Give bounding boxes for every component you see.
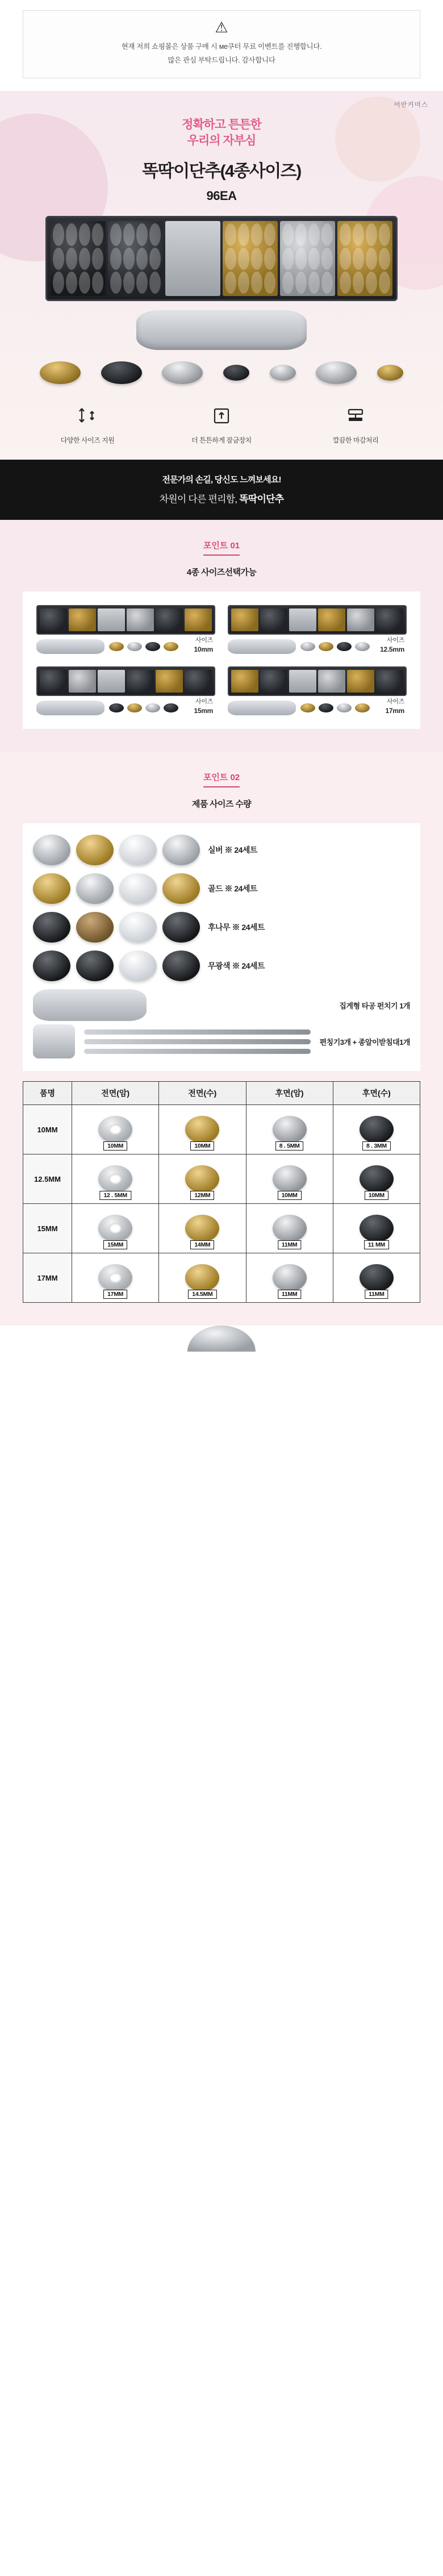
size-arrows-icon: [45, 403, 130, 428]
spec-qty-2: 24세트: [234, 884, 257, 894]
measure-label: 10MM: [278, 1191, 302, 1200]
cap-matte-socket: [162, 951, 200, 981]
tool-row-punches: [33, 1024, 410, 1058]
spec-name-2: 골드: [208, 884, 223, 894]
cap-ring: [119, 912, 157, 943]
th-2: 전면(수): [159, 1082, 246, 1105]
spec-row-text-4: [208, 960, 265, 972]
size-caption-1: [194, 636, 214, 654]
hero-subtitle-line2: 우리의 자부심: [187, 134, 256, 147]
size-variant-2: [222, 599, 412, 660]
measure-label: 8 . 3MM: [362, 1141, 391, 1151]
cell: [246, 1253, 333, 1303]
spec-row-text-3: [208, 922, 265, 933]
spec-row: [33, 951, 410, 981]
size-variant-1: [31, 599, 221, 660]
cap-silver: [33, 835, 70, 865]
cap-matte: [76, 951, 114, 981]
spec-mark-1: ※: [224, 845, 232, 855]
size-caption-value-1: 10mm: [194, 645, 213, 653]
cell: [333, 1204, 420, 1253]
snap-small-dark: [223, 365, 249, 381]
cell: [72, 1204, 159, 1253]
cell: [159, 1253, 246, 1303]
measure-label: 12 . 5MM: [99, 1191, 131, 1200]
tool-caption-1: 집게형 타공 펀치기 1개: [339, 1001, 410, 1010]
size-caption-2: [380, 636, 404, 654]
cap-gold: [76, 835, 114, 865]
spec-row: [33, 835, 410, 865]
feature-label-3: 깔끔한 마감처리: [332, 436, 379, 445]
notice-section: [0, 0, 443, 91]
anvil-base-image: [33, 1024, 75, 1058]
plier-thumb: [36, 639, 105, 654]
size-caption-value-4: 17mm: [385, 707, 404, 715]
press-tool-icon: [313, 403, 398, 428]
measure-label: 8 . 5MM: [275, 1141, 304, 1151]
size-caption-label-1: 사이즈: [195, 637, 213, 644]
snap-small-silver: [270, 365, 296, 381]
table-row: [23, 1154, 420, 1204]
measure-label: 10MM: [190, 1141, 214, 1151]
kit-compartment: [108, 221, 163, 296]
cap-silver: [76, 873, 114, 904]
th-4: 후면(수): [333, 1082, 420, 1105]
feature-row: [0, 403, 443, 445]
warning-triangle-icon: ⚠: [215, 19, 228, 36]
measure-label: 17MM: [103, 1290, 127, 1299]
hero-section: [0, 91, 443, 460]
cell: [246, 1154, 333, 1204]
hero-subtitle-line1: 정확하고 튼튼한: [182, 118, 261, 131]
measure-label: 11MM: [278, 1290, 301, 1299]
size-caption-label-2: 사이즈: [387, 637, 404, 644]
measure-label: 11MM: [278, 1240, 301, 1249]
cap-gold: [33, 873, 70, 904]
snap-gold: [40, 361, 81, 384]
feature-label-1: 다양한 사이즈 지원: [60, 436, 115, 445]
spec-name-1: 실버: [208, 845, 223, 855]
cap-dark-socket: [162, 912, 200, 943]
point-01-tag: 포인트 01: [203, 539, 240, 556]
size-caption-value-2: 12.5mm: [380, 645, 404, 653]
cap-gold-socket: [162, 873, 200, 904]
cap-bronze: [76, 912, 114, 943]
part-preview-group: [33, 835, 200, 865]
product-kit-image: [45, 216, 398, 301]
notice-box: [23, 10, 420, 78]
size-caption-3: [194, 698, 214, 715]
page-title: 똑딱이단추(4종사이즈): [142, 162, 301, 181]
kit-thumb: [36, 605, 215, 635]
spec-qty-3: 24세트: [241, 923, 265, 932]
notice-line-1: 현재 저희 쇼핑몰은 상품 구매 시 ме쿠터 무료 이벤트를 진행합니다.: [121, 43, 322, 51]
cell: [72, 1154, 159, 1204]
snap-silver: [316, 361, 357, 384]
plier-thumb: [228, 639, 296, 654]
spec-mark-3: ※: [232, 923, 240, 932]
part-preview-group: [33, 912, 200, 943]
tool-caption-2: 편칭기3개 + 종알이받침대1개: [319, 1037, 410, 1047]
spec-row: [33, 912, 410, 943]
row-label-125mm: 12.5MM: [23, 1154, 72, 1204]
cell: [333, 1105, 420, 1154]
highlight-band: [0, 460, 443, 520]
spec-qty-4: 24세트: [241, 961, 265, 971]
cap-socket: [162, 835, 200, 865]
measure-label: 10MM: [103, 1141, 127, 1151]
cell: [159, 1154, 246, 1204]
cell: [159, 1204, 246, 1253]
hero-subtitle: [0, 117, 443, 149]
kit-compartment: [223, 221, 278, 296]
measure-label: 14.5MM: [188, 1290, 216, 1299]
measure-label: 10MM: [365, 1191, 388, 1200]
kit-thumb: [228, 666, 407, 696]
spec-mark-2: ※: [224, 884, 232, 894]
snap-silver: [162, 361, 203, 384]
part-preview-group: [33, 951, 200, 981]
plier-thumb: [36, 701, 105, 715]
band-line-2-bold: 똑딱이단추: [239, 494, 284, 505]
plier-tool-image: [136, 310, 307, 350]
size-variant-grid: [23, 591, 420, 729]
kit-compartment-tools: [165, 221, 220, 296]
table-row: [23, 1253, 420, 1303]
point-01-title: 4종 사이즈선택가능: [186, 568, 257, 578]
row-label-15mm: 15MM: [23, 1204, 72, 1253]
cell: [246, 1105, 333, 1154]
spec-row-text-1: [208, 844, 257, 856]
cap-matte: [33, 951, 70, 981]
brand-name: 어반커머스: [394, 101, 428, 109]
measure-label: 11 MM: [364, 1240, 389, 1249]
cell: [246, 1204, 333, 1253]
measure-label: 14MM: [190, 1240, 214, 1249]
plier-image: [33, 989, 147, 1021]
cell: [333, 1154, 420, 1204]
kit-compartment: [51, 221, 106, 296]
spec-name-4: 무광색: [208, 961, 231, 971]
page-footer-spacer: [0, 1325, 443, 1360]
tool-row-plier: [33, 989, 410, 1021]
point-02-section: [0, 752, 443, 1325]
point-01-section: [0, 520, 443, 752]
band-line-1: 전문가의 손길, 당신도 느껴보세요!: [162, 475, 281, 485]
snap-button-row: [40, 361, 403, 384]
feature-label-2: 더 튼튼하게 잠금장치: [191, 436, 252, 445]
th-0: 품명: [23, 1082, 72, 1105]
measure-label: 12MM: [190, 1191, 214, 1200]
notice-line-2: 많은 관심 부탁드립니다. 감사합니다: [168, 56, 275, 64]
snap-preview-partial: [187, 1325, 256, 1352]
cell: [333, 1253, 420, 1303]
band-line-2-plain: 차원이 다른 편리함,: [159, 494, 240, 505]
row-label-17mm: 17MM: [23, 1253, 72, 1303]
table-header-row: [23, 1082, 420, 1105]
measure-label: 11MM: [365, 1290, 388, 1299]
table-row: [23, 1204, 420, 1253]
feature-item-3: [313, 403, 398, 445]
size-caption-label-4: 사이즈: [387, 698, 404, 706]
snap-small-gold: [377, 365, 403, 381]
cell: [72, 1253, 159, 1303]
hero-quantity: 96EA: [206, 189, 237, 203]
kit-thumb: [228, 605, 407, 635]
cap-ring: [119, 873, 157, 904]
cell: [72, 1105, 159, 1154]
cap-ring: [119, 951, 157, 981]
snap-dark: [101, 361, 142, 384]
spec-row-list: [33, 835, 410, 981]
th-3: 후면(암): [246, 1082, 333, 1105]
spec-row-text-2: [208, 883, 257, 894]
point-02-tag: 포인트 02: [203, 771, 240, 787]
plier-thumb: [228, 701, 296, 715]
size-caption-value-3: 15mm: [194, 707, 213, 715]
band-line-2: [0, 491, 443, 505]
size-caption-4: [386, 698, 405, 715]
kit-compartment: [280, 221, 335, 296]
punch-rods-image: [84, 1029, 311, 1054]
kit-compartment: [337, 221, 392, 296]
part-preview-group: [33, 873, 200, 904]
cell: [159, 1105, 246, 1154]
spec-mark-4: ※: [232, 961, 240, 971]
spec-row: [33, 873, 410, 904]
measure-label: 15MM: [103, 1240, 127, 1249]
row-label-10mm: 10MM: [23, 1105, 72, 1154]
lock-box-icon: [179, 403, 264, 428]
th-1: 전면(암): [72, 1082, 159, 1105]
feature-item-1: [45, 403, 130, 445]
cap-ring: [119, 835, 157, 865]
size-spec-table: [23, 1081, 420, 1303]
cap-dark: [33, 912, 70, 943]
spec-panel: [23, 823, 420, 1071]
size-variant-3: [31, 661, 221, 721]
spec-name-3: 후나무: [208, 923, 231, 932]
size-caption-label-3: 사이즈: [195, 698, 213, 706]
kit-thumb: [36, 666, 215, 696]
table-row: [23, 1105, 420, 1154]
spec-qty-1: 24세트: [234, 845, 257, 855]
feature-item-2: [179, 403, 264, 445]
size-variant-4: [222, 661, 412, 721]
point-02-title: 제품 사이즈 수량: [191, 799, 252, 810]
